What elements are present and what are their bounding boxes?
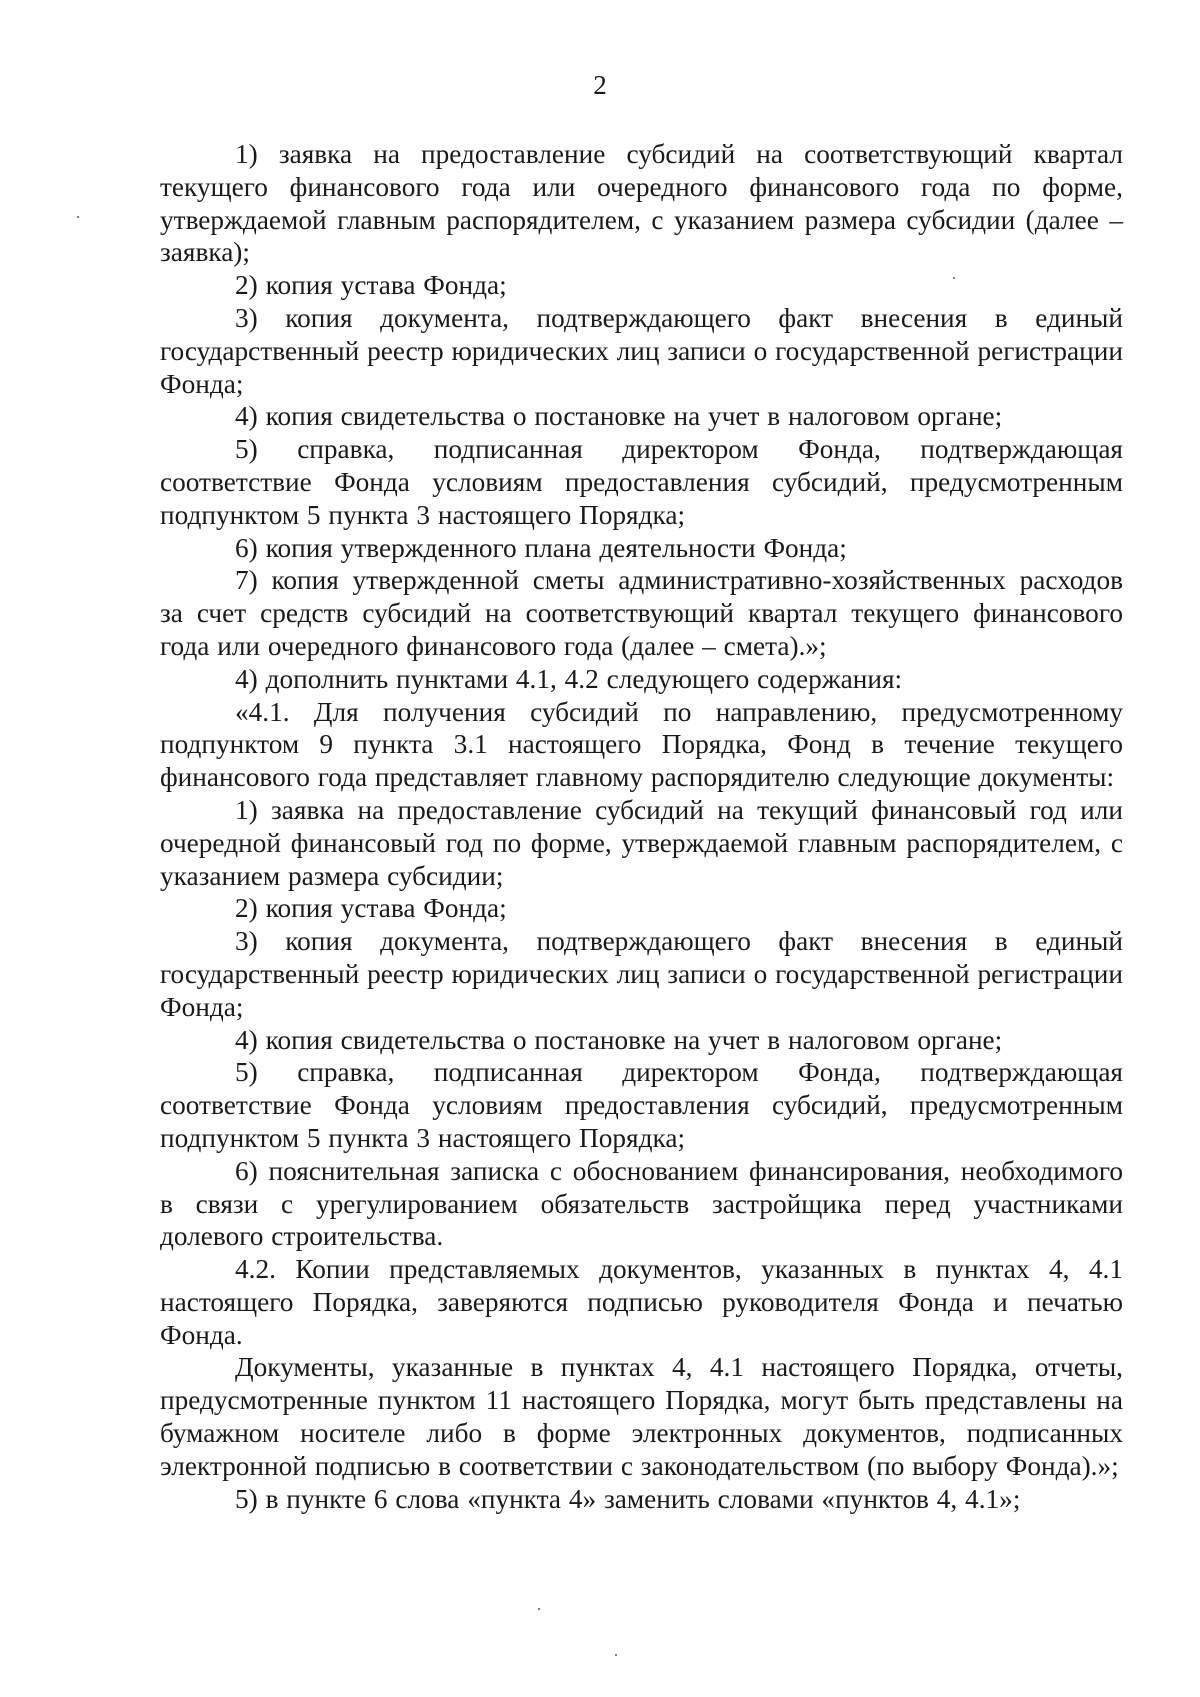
scan-speck xyxy=(538,1608,540,1610)
list-item: 7) копия утвержденной сметы административно-хозяйственных расходов за счет средств субсидий на соответствующий квартал текущего финансового года или очередного финансового года (далее – смета).»; xyxy=(160,565,1123,661)
list-item: 1) заявка на предоставление субсидий на текущий финансовый год или очередной финансовый год по форме, утверждаемой главным распорядителем, с указанием размера субсидии; xyxy=(160,794,1123,891)
page-number: 2 xyxy=(593,70,607,100)
list-item: 4) копия свидетельства о постановке на учет в налоговом органе; xyxy=(235,401,1003,432)
list-item: 4) копия свидетельства о постановке на учет в налоговом органе; xyxy=(235,1024,1003,1055)
list-item: 6) копия утвержденного плана деятельности Фонда; xyxy=(235,532,847,563)
amendment-item: 4) дополнить пунктами 4.1, 4.2 следующего содержания: xyxy=(235,663,903,694)
amendment-item: 5) в пункте 6 слова «пункта 4» заменить словами «пунктов 4, 4.1»; xyxy=(235,1483,1021,1514)
document-body xyxy=(160,138,1123,1515)
list-item: 5) справка, подписанная директором Фонда, подтверждающая соответствие Фонда условиям предоставления субсидий, предусмотренным подпунктом 5 пункта 3 настоящего Порядка; xyxy=(160,1057,1123,1153)
list-item: 3) копия документа, подтверждающего факт внесения в единый государственный реестр юридических лиц записи о государственной регистрации Фонда; xyxy=(160,926,1123,1022)
scan-speck xyxy=(615,1654,617,1656)
list-item: 1) заявка на предоставление субсидий на соответствующий квартал текущего финансового года или очередного финансового года по форме, утверждаемой главным распорядителем, с указанием размера субсидии (далее – заявка); xyxy=(160,139,1123,268)
list-item: 6) пояснительная записка с обоснованием финансирования, необходимого в связи с урегулированием обязательств застройщика перед участниками долевого строительства. xyxy=(160,1155,1123,1252)
list-item: 3) копия документа, подтверждающего факт внесения в единый государственный реестр юридических лиц записи о государственной регистрации Фонда; xyxy=(160,302,1123,399)
clause-paragraph: 4.2. Копии представляемых документов, указанных в пунктах 4, 4.1 настоящего Порядка, заверяются подписью руководителя Фонда и печатью Фонда. xyxy=(160,1254,1123,1350)
scan-speck xyxy=(953,277,955,279)
list-item: 5) справка, подписанная директором Фонда, подтверждающая соответствие Фонда условиям предоставления субсидий, предусмотренным подпунктом 5 пункта 3 настоящего Порядка; xyxy=(160,434,1123,530)
list-item: 2) копия устава Фонда; xyxy=(235,893,507,924)
clause-paragraph: Документы, указанные в пунктах 4, 4.1 настоящего Порядка, отчеты, предусмотренные пунктом 11 настоящего Порядка, могут быть представлены на бумажном носителе либо в форме электронных документов, подписанных электронной подписью в соответствии с законодательством (по выбору Фонда).»; xyxy=(160,1352,1123,1481)
clause-paragraph: «4.1. Для получения субсидий по направлению, предусмотренному подпунктом 9 пункта 3.1 настоящего Порядка, Фонд в течение текущего финансового года представляет главному распорядителю следующие документы: xyxy=(160,696,1123,793)
list-item: 2) копия устава Фонда; xyxy=(235,270,507,301)
scan-speck xyxy=(77,216,79,218)
